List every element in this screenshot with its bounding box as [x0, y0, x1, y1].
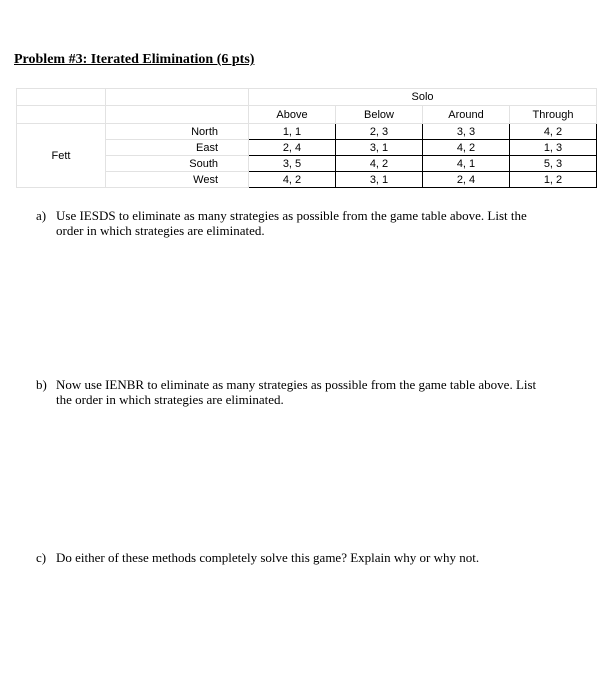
payoff-cell: 4, 2 — [249, 172, 336, 188]
table-row — [17, 106, 597, 124]
payoff-cell: 2, 4 — [423, 172, 510, 188]
question-label: c) — [36, 550, 47, 565]
game-table — [16, 88, 597, 188]
payoff-cell: 5, 3 — [510, 156, 597, 172]
row-label: East — [106, 140, 249, 156]
col-header: Below — [336, 106, 423, 124]
row-label: West — [106, 172, 249, 188]
row-label: North — [106, 124, 249, 140]
question-text: Use IESDS to eliminate as many strategies as possible from the game table above. List the order in which strategies are eliminated. — [56, 208, 527, 238]
question-label: b) — [36, 377, 47, 392]
payoff-cell: 1, 2 — [510, 172, 597, 188]
row-player-label: Fett — [17, 124, 106, 188]
payoff-cell: 4, 2 — [423, 140, 510, 156]
payoff-cell: 4, 2 — [336, 156, 423, 172]
question-c — [36, 550, 556, 565]
payoff-cell: 2, 3 — [336, 124, 423, 140]
question-text: Do either of these methods completely solve this game? Explain why or why not. — [56, 550, 480, 565]
payoff-cell: 4, 1 — [423, 156, 510, 172]
payoff-cell: 1, 1 — [249, 124, 336, 140]
payoff-cell: 3, 1 — [336, 140, 423, 156]
problem-title: Problem #3: Iterated Elimination (6 pts) — [14, 52, 255, 67]
question-a — [36, 208, 546, 238]
table-row — [17, 124, 597, 140]
question-text: Now use IENBR to eliminate as many strategies as possible from the game table above. List the order in which strategies are eliminated. — [56, 377, 537, 407]
payoff-cell: 3, 3 — [423, 124, 510, 140]
question-b — [36, 377, 551, 407]
col-player-label: Solo — [249, 89, 597, 106]
payoff-cell: 3, 5 — [249, 156, 336, 172]
col-header: Through — [510, 106, 597, 124]
payoff-cell: 1, 3 — [510, 140, 597, 156]
col-header: Above — [249, 106, 336, 124]
question-label: a) — [36, 208, 47, 223]
col-header: Around — [423, 106, 510, 124]
payoff-cell: 2, 4 — [249, 140, 336, 156]
row-label: South — [106, 156, 249, 172]
payoff-cell: 3, 1 — [336, 172, 423, 188]
table-row — [17, 89, 597, 106]
payoff-cell: 4, 2 — [510, 124, 597, 140]
